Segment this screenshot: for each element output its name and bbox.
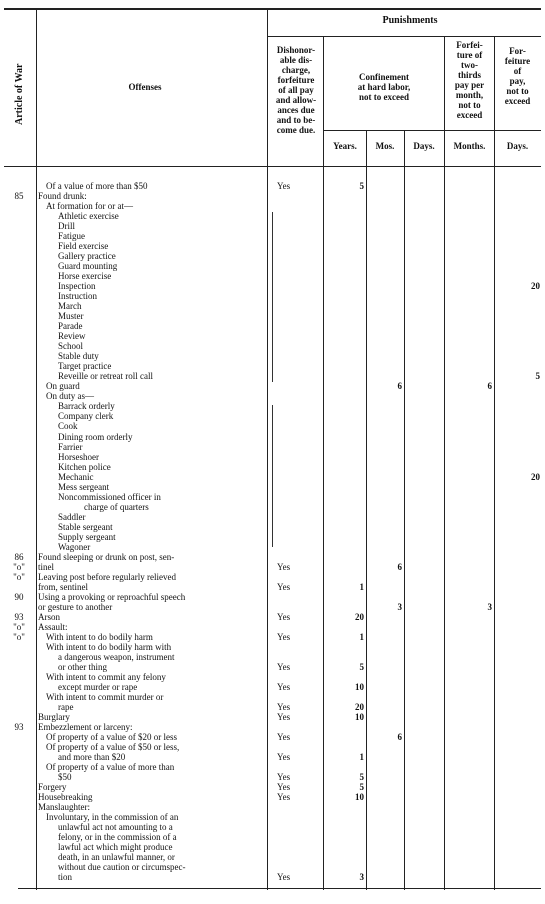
offense-text: Company clerk	[58, 411, 114, 422]
forfeiture-two-thirds-heading: Forfei- ture of two- thirds pay per month, not to exceed	[454, 40, 485, 120]
offense-text: Cook	[58, 421, 78, 432]
forfeiture-pay-heading: For- feiture of pay, not to exceed	[504, 46, 531, 106]
offense-text: death, in an unlawful manner, or	[58, 852, 175, 863]
mos-value: 3	[397, 601, 402, 612]
confinement-heading: Confinement at hard labor, not to exceed	[357, 72, 411, 102]
dishonorable-value: Yes	[277, 872, 291, 883]
offense-text: Reveille or retreat roll call	[58, 371, 153, 382]
forfeiture-days-value: 20	[531, 471, 540, 482]
months-col-sep	[494, 36, 495, 890]
offense-text: Inspection	[58, 281, 96, 292]
offense-text: Farrier	[58, 441, 83, 452]
offense-text: With intent to do bodily harm with	[46, 641, 172, 652]
art-col-sep	[36, 10, 37, 890]
offense-text: Noncommissioned officer in	[58, 491, 161, 502]
offense-text: Supply sergeant	[58, 531, 116, 542]
offense-text: Stable duty	[58, 351, 99, 362]
offense-text: Athletic exercise	[58, 211, 119, 222]
article-number: 93	[14, 611, 24, 622]
offense-text: Instruction	[58, 291, 97, 302]
offense-text: Dining room orderly	[58, 431, 133, 442]
dishonorable-value: Yes	[277, 712, 291, 723]
offense-text: Leaving post before regularly relieved	[38, 571, 176, 582]
offense-text: Wagoner	[58, 541, 91, 552]
offense-text: Of property of a value of $20 or less	[46, 732, 177, 743]
offense-text: Stable sergeant	[58, 521, 113, 532]
offense-text: Found drunk:	[38, 191, 87, 202]
offense-text: without due caution or circumspec-	[58, 862, 186, 873]
article-number: 93	[14, 722, 24, 733]
offense-text: Drill	[58, 221, 75, 232]
offense-text: Parade	[58, 321, 83, 332]
dishonorable-value: Yes	[277, 772, 291, 783]
dishonorable-value: Yes	[277, 682, 291, 692]
offense-text: or gesture to another	[38, 601, 113, 612]
offense-text: or other thing	[58, 661, 107, 672]
dishonorable-value: Yes	[277, 181, 291, 191]
mos-heading: Mos.	[375, 141, 395, 151]
bottom-rule	[18, 888, 541, 889]
punishments-heading: Punishments	[382, 15, 438, 26]
years-value: 3	[359, 872, 364, 883]
mos-value: 6	[397, 381, 402, 392]
dishonorable-value: Yes	[277, 661, 291, 672]
article-number: "o"	[13, 621, 25, 632]
dishonorable-value: Yes	[277, 732, 291, 743]
years-value: 20	[355, 611, 364, 622]
days-heading: Days.	[413, 141, 435, 151]
years-col-sep	[366, 130, 367, 890]
months-value: 3	[487, 601, 492, 612]
offense-text: Housebreaking	[38, 792, 93, 803]
punishments-rule	[267, 36, 541, 37]
offense-text: Review	[58, 331, 86, 342]
dishonorable-value: Yes	[277, 792, 291, 803]
offense-text: With intent to commit any felony	[46, 671, 166, 682]
dishonor-col-sep	[323, 36, 324, 890]
offense-text: With intent to do bodily harm	[46, 631, 153, 642]
years-value: 10	[355, 792, 364, 803]
article-number: 86	[14, 551, 24, 562]
dishonorable-value: Yes	[277, 611, 291, 622]
mos-col-sep	[404, 130, 405, 890]
offense-text: Mess sergeant	[58, 481, 110, 492]
offense-text: Fatigue	[58, 231, 85, 242]
article-of-war-heading: Article of War	[14, 63, 25, 125]
offense-text: $50	[58, 772, 72, 783]
offense-text: Saddler	[58, 511, 86, 522]
article-number: "o"	[13, 561, 25, 572]
years-value: 10	[355, 712, 364, 723]
dishonorable-value: Yes	[277, 782, 291, 793]
offense-text: Muster	[58, 311, 84, 322]
offense-text: and more than $20	[58, 752, 126, 763]
offense-text: Barrack orderly	[58, 401, 115, 412]
years-value: 5	[359, 782, 364, 793]
offense-text: Involuntary, in the commission of an	[46, 812, 179, 823]
offense-text: Embezzlement or larceny:	[38, 722, 133, 733]
offense-text: Target practice	[58, 361, 112, 372]
days2-heading: Days.	[506, 141, 529, 151]
offense-text: Arson	[38, 611, 60, 622]
article-number: 90	[14, 591, 24, 602]
offense-text: rape	[58, 702, 74, 713]
dishonorable-value: Yes	[277, 561, 291, 572]
years-value: 5	[359, 181, 364, 191]
offense-text: On guard	[46, 381, 80, 392]
years-heading: Years.	[333, 141, 357, 151]
offense-text: Gallery practice	[58, 251, 116, 262]
offense-text: Forgery	[38, 782, 67, 793]
offense-text: Burglary	[38, 712, 70, 723]
confinement-rule	[323, 130, 444, 131]
offense-text: March	[58, 301, 82, 312]
dishonorable-value: Yes	[277, 702, 291, 713]
years-value: 5	[359, 661, 364, 672]
article-number: "o"	[13, 571, 25, 582]
confinement-col-sep	[444, 36, 445, 890]
top-rule	[4, 8, 541, 10]
offense-text: tion	[58, 872, 73, 883]
offense-text: Guard mounting	[58, 261, 118, 272]
years-value: 1	[359, 752, 364, 763]
offense-text: Assault:	[38, 621, 68, 632]
brace-formation	[272, 212, 277, 382]
offense-text: charge of quarters	[84, 501, 149, 512]
mos-value: 6	[397, 561, 402, 572]
years-value: 1	[359, 631, 364, 642]
offense-text: Mechanic	[58, 471, 94, 482]
offense-text: a dangerous weapon, instrument	[58, 651, 175, 662]
forfeiture-days-value: 5	[535, 371, 540, 382]
offense-text: Horseshoer	[58, 451, 99, 462]
dishonorable-value: Yes	[277, 581, 291, 592]
forfeiture-days-value: 20	[531, 281, 540, 292]
offense-text: Of a value of more than $50	[46, 181, 148, 191]
offense-text: tinel	[38, 561, 54, 572]
offense-text: Kitchen police	[58, 461, 111, 472]
dishonorable-value: Yes	[277, 752, 291, 763]
offense-col-sep	[267, 10, 268, 890]
offense-text: Horse exercise	[58, 271, 112, 282]
years-value: 20	[355, 702, 364, 713]
months-value: 6	[487, 381, 492, 392]
subhead-rule	[444, 130, 541, 131]
months-heading: Months.	[453, 141, 486, 151]
offense-text: At formation for or at—	[46, 201, 133, 212]
brace-duty	[272, 405, 277, 547]
offense-text: With intent to commit murder or	[46, 692, 164, 703]
offenses-heading: Offenses	[128, 82, 162, 92]
offense-text: On duty as—	[46, 391, 94, 402]
offense-text: Manslaughter:	[38, 802, 90, 813]
offense-text: Of property of a value of more than	[46, 762, 175, 773]
offense-text: Of property of a value of $50 or less,	[46, 742, 180, 753]
dishonorable-heading: Dishonor- able dis- charge, forfeiture of all pay and allow- ances due and to be- come due.	[275, 45, 317, 135]
mos-value: 6	[397, 732, 402, 743]
years-value: 1	[359, 581, 364, 592]
offense-text: Found sleeping or drunk on post, sen-	[38, 551, 175, 562]
offense-text: lawful act which might produce	[58, 842, 173, 853]
offense-text: School	[58, 341, 84, 352]
dishonorable-value: Yes	[277, 631, 291, 642]
article-number: "o"	[13, 631, 25, 642]
article-number: 85	[14, 191, 24, 202]
years-value: 10	[355, 682, 364, 692]
offense-text: Field exercise	[58, 241, 109, 252]
offense-text: felony, or in the commission of a	[58, 832, 177, 843]
years-value: 5	[359, 772, 364, 783]
offense-text: unlawful act not amounting to a	[58, 822, 173, 833]
header-bottom-rule	[4, 166, 541, 167]
offense-text: from, sentinel	[38, 581, 88, 592]
offense-text: except murder or rape	[58, 682, 138, 692]
offense-text: Using a provoking or reproachful speech	[38, 591, 186, 602]
